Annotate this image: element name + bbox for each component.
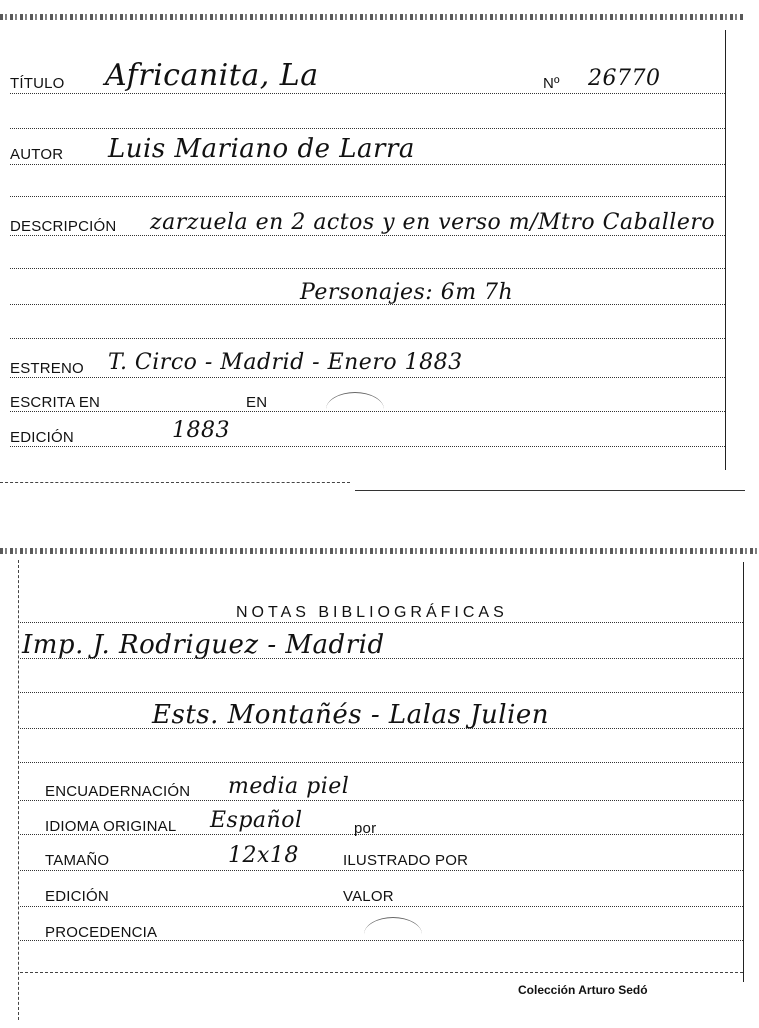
card-bottom-edge-top bbox=[0, 482, 350, 483]
stamp-mark-bottom bbox=[364, 917, 422, 952]
idioma-value: Español bbox=[210, 808, 303, 833]
rule-edicion-top bbox=[10, 446, 725, 447]
procedencia-label: PROCEDENCIA bbox=[45, 924, 158, 941]
coleccion-credit: Colección Arturo Sedó bbox=[518, 983, 648, 997]
autor-value: Luis Mariano de Larra bbox=[108, 134, 415, 164]
card-bottom-line-top bbox=[355, 490, 745, 491]
escrita-en-label: ESCRITA EN bbox=[10, 394, 101, 411]
rule-blank-4 bbox=[10, 338, 725, 339]
estreno-value: T. Circo - Madrid - Enero 1883 bbox=[108, 350, 463, 375]
descripcion-value: zarzuela en 2 actos y en verso m/Mtro Caballero bbox=[150, 210, 716, 235]
rule-tamano bbox=[20, 870, 743, 871]
idioma-label: IDIOMA ORIGINAL bbox=[45, 818, 177, 835]
valor-label: VALOR bbox=[343, 888, 394, 905]
descripcion-value-2: Personajes: 6m 7h bbox=[300, 280, 514, 305]
descripcion-label: DESCRIPCIÓN bbox=[10, 218, 117, 235]
numero-label: Nº bbox=[543, 75, 560, 92]
en-label: EN bbox=[246, 394, 268, 411]
notas-heading: NOTAS BIBLIOGRÁFICAS bbox=[236, 604, 508, 621]
numero-value: 26770 bbox=[588, 66, 661, 91]
tamano-label: TAMAÑO bbox=[45, 852, 110, 869]
rule-blank-7 bbox=[20, 972, 743, 973]
rule-blank-5 bbox=[20, 692, 743, 693]
rule-blank-3 bbox=[10, 268, 725, 269]
stamp-mark-top bbox=[326, 392, 384, 427]
rule-nota-2 bbox=[20, 728, 743, 729]
catalog-card-bottom bbox=[0, 540, 759, 1028]
rule-blank-6 bbox=[20, 762, 743, 763]
rule-blank-2 bbox=[10, 196, 725, 197]
card-right-border-bottom bbox=[743, 562, 744, 982]
rule-procedencia bbox=[20, 940, 743, 941]
nota-1: Imp. J. Rodriguez - Madrid bbox=[22, 630, 385, 660]
edicion-value-top: 1883 bbox=[172, 418, 230, 443]
rule-estreno bbox=[10, 377, 725, 378]
nota-2: Ests. Montañés - Lalas Julien bbox=[152, 700, 550, 730]
rule-autor bbox=[10, 164, 725, 165]
rule-edicion-bottom bbox=[20, 906, 743, 907]
card-right-border bbox=[725, 30, 726, 470]
rule-idioma bbox=[20, 834, 743, 835]
ilustrado-label: ILUSTRADO POR bbox=[343, 852, 469, 869]
card-top-edge bbox=[0, 14, 745, 20]
rule-titulo bbox=[10, 93, 725, 94]
encuadernacion-value: media piel bbox=[228, 774, 350, 799]
rule-blank-1 bbox=[10, 128, 725, 129]
titulo-label: TÍTULO bbox=[10, 75, 65, 92]
card-left-border bbox=[18, 560, 19, 1020]
por-label: por bbox=[354, 820, 377, 837]
edicion-label-bottom: EDICIÓN bbox=[45, 888, 109, 905]
edicion-label-top: EDICIÓN bbox=[10, 429, 74, 446]
estreno-label: ESTRENO bbox=[10, 360, 84, 377]
rule-descripcion bbox=[10, 235, 725, 236]
catalog-card-top bbox=[0, 0, 759, 500]
autor-label: AUTOR bbox=[10, 146, 64, 163]
rule-nota-1 bbox=[20, 658, 743, 659]
tamano-value: 12x18 bbox=[228, 843, 299, 868]
rule-heading bbox=[20, 622, 743, 623]
titulo-value: Africanita, La bbox=[105, 58, 319, 93]
rule-personajes bbox=[10, 304, 725, 305]
encuadernacion-label: ENCUADERNACIÓN bbox=[45, 783, 191, 800]
rule-encuadernacion bbox=[20, 800, 743, 801]
card-top-edge-bottom bbox=[0, 548, 759, 554]
